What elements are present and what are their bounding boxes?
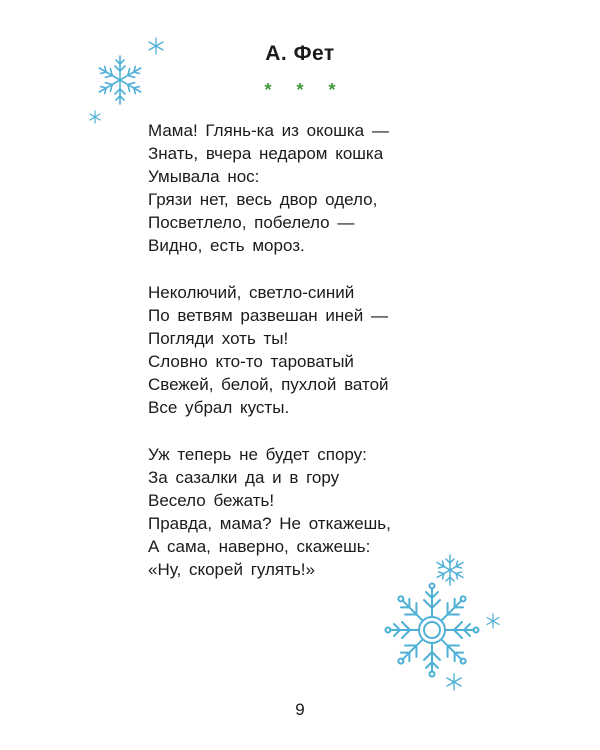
poem-line: «Ну, скорей гулять!» [148, 560, 315, 579]
stanza [148, 281, 468, 419]
stanza-separator: * * * [264, 80, 346, 100]
stanza [148, 443, 468, 581]
poem-line: Посветлело, побелело — [148, 213, 355, 232]
poem-line: Словно кто-то тароватый [148, 352, 354, 371]
poem-line: Все убрал кусты. [148, 398, 290, 417]
poem-line: Грязи нет, весь двор одело, [148, 190, 378, 209]
page-number: 9 [295, 700, 305, 719]
poem-body [148, 119, 468, 605]
poem-line: Мама! Глянь-ка из окошка — [148, 121, 389, 140]
poem-author: А. Фет [265, 42, 335, 65]
poem-line: По ветвям развешан иней — [148, 306, 388, 325]
poem-line: А сама, наверно, скажешь: [148, 537, 371, 556]
poem-line: За сазалки да и в гору [148, 468, 340, 487]
snowflake-icon [88, 110, 102, 124]
poem-line: Уж теперь не будет спору: [148, 445, 367, 464]
poem-line: Весело бежать! [148, 491, 275, 510]
poem-line: Правда, мама? Не откажешь, [148, 514, 391, 533]
poem-line: Неколючий, светло-синий [148, 283, 355, 302]
poem-line: Умывала нос: [148, 167, 260, 186]
poem-line: Погляди хоть ты! [148, 329, 289, 348]
poem-line: Знать, вчера недаром кошка [148, 144, 384, 163]
snowflake-icon [444, 672, 464, 692]
snowflake-icon [484, 612, 502, 630]
poem-line: Свежей, белой, пухлой ватой [148, 375, 389, 394]
stanza [148, 119, 468, 257]
poem-line: Видно, есть мороз. [148, 236, 305, 255]
